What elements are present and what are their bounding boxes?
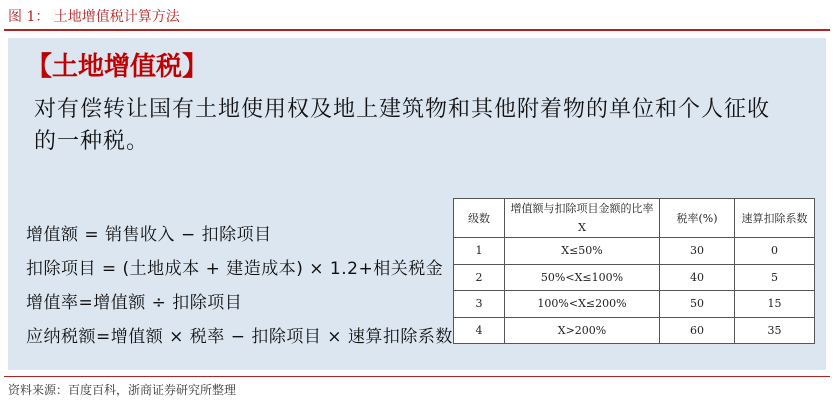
formula-appreciation-rate: 增值率=增值额 ÷ 扣除项目 [26, 293, 243, 313]
cell-tax-rate: 60 [660, 317, 735, 344]
cell-level: 2 [454, 264, 505, 291]
table-row [454, 317, 815, 344]
tax-definition: 对有偿转让国有土地使用权及地上建筑物和其他附着物的单位和个人征收的一种税。 [34, 97, 771, 154]
cell-quick-deduction: 35 [735, 317, 815, 344]
header-level: 级数 [454, 199, 505, 238]
cell-ratio: X>200% [505, 317, 660, 344]
table-row [454, 238, 815, 265]
cell-ratio: X≤50% [505, 238, 660, 265]
section-heading: 【土地增值税】 [26, 52, 209, 82]
figure-title: 图 1： 土地增值税计算方法 [8, 9, 180, 25]
tax-rate-table [453, 198, 815, 344]
content-panel [8, 38, 826, 370]
cell-quick-deduction: 15 [735, 291, 815, 318]
cell-level: 4 [454, 317, 505, 344]
cell-tax-rate: 40 [660, 264, 735, 291]
cell-ratio: 50%<X≤100% [505, 264, 660, 291]
formula-tax-payable: 应纳税额=增值额 × 税率 − 扣除项目 × 速算扣除系数 [26, 327, 453, 347]
source-divider [4, 376, 830, 377]
formula-deductions: 扣除项目 = (土地成本 + 建造成本) × 1.2+相关税金 [26, 259, 444, 279]
cell-level: 1 [454, 238, 505, 265]
formula-list [26, 218, 453, 354]
cell-ratio: 100%<X≤200% [505, 291, 660, 318]
header-quick-deduction: 速算扣除系数 [735, 199, 815, 238]
cell-tax-rate: 30 [660, 238, 735, 265]
cell-level: 3 [454, 291, 505, 318]
cell-quick-deduction: 0 [735, 238, 815, 265]
table-header-row [454, 199, 815, 238]
header-tax-rate: 税率(%) [660, 199, 735, 238]
cell-tax-rate: 50 [660, 291, 735, 318]
formula-value-added: 增值额 = 销售收入 − 扣除项目 [26, 225, 272, 245]
cell-quick-deduction: 5 [735, 264, 815, 291]
title-divider [4, 29, 830, 31]
source-note: 资料来源：百度百科，浙商证券研究所整理 [8, 383, 237, 397]
table-row [454, 264, 815, 291]
header-ratio: 增值额与扣除项目金额的比率 X [505, 199, 660, 238]
table-row [454, 291, 815, 318]
